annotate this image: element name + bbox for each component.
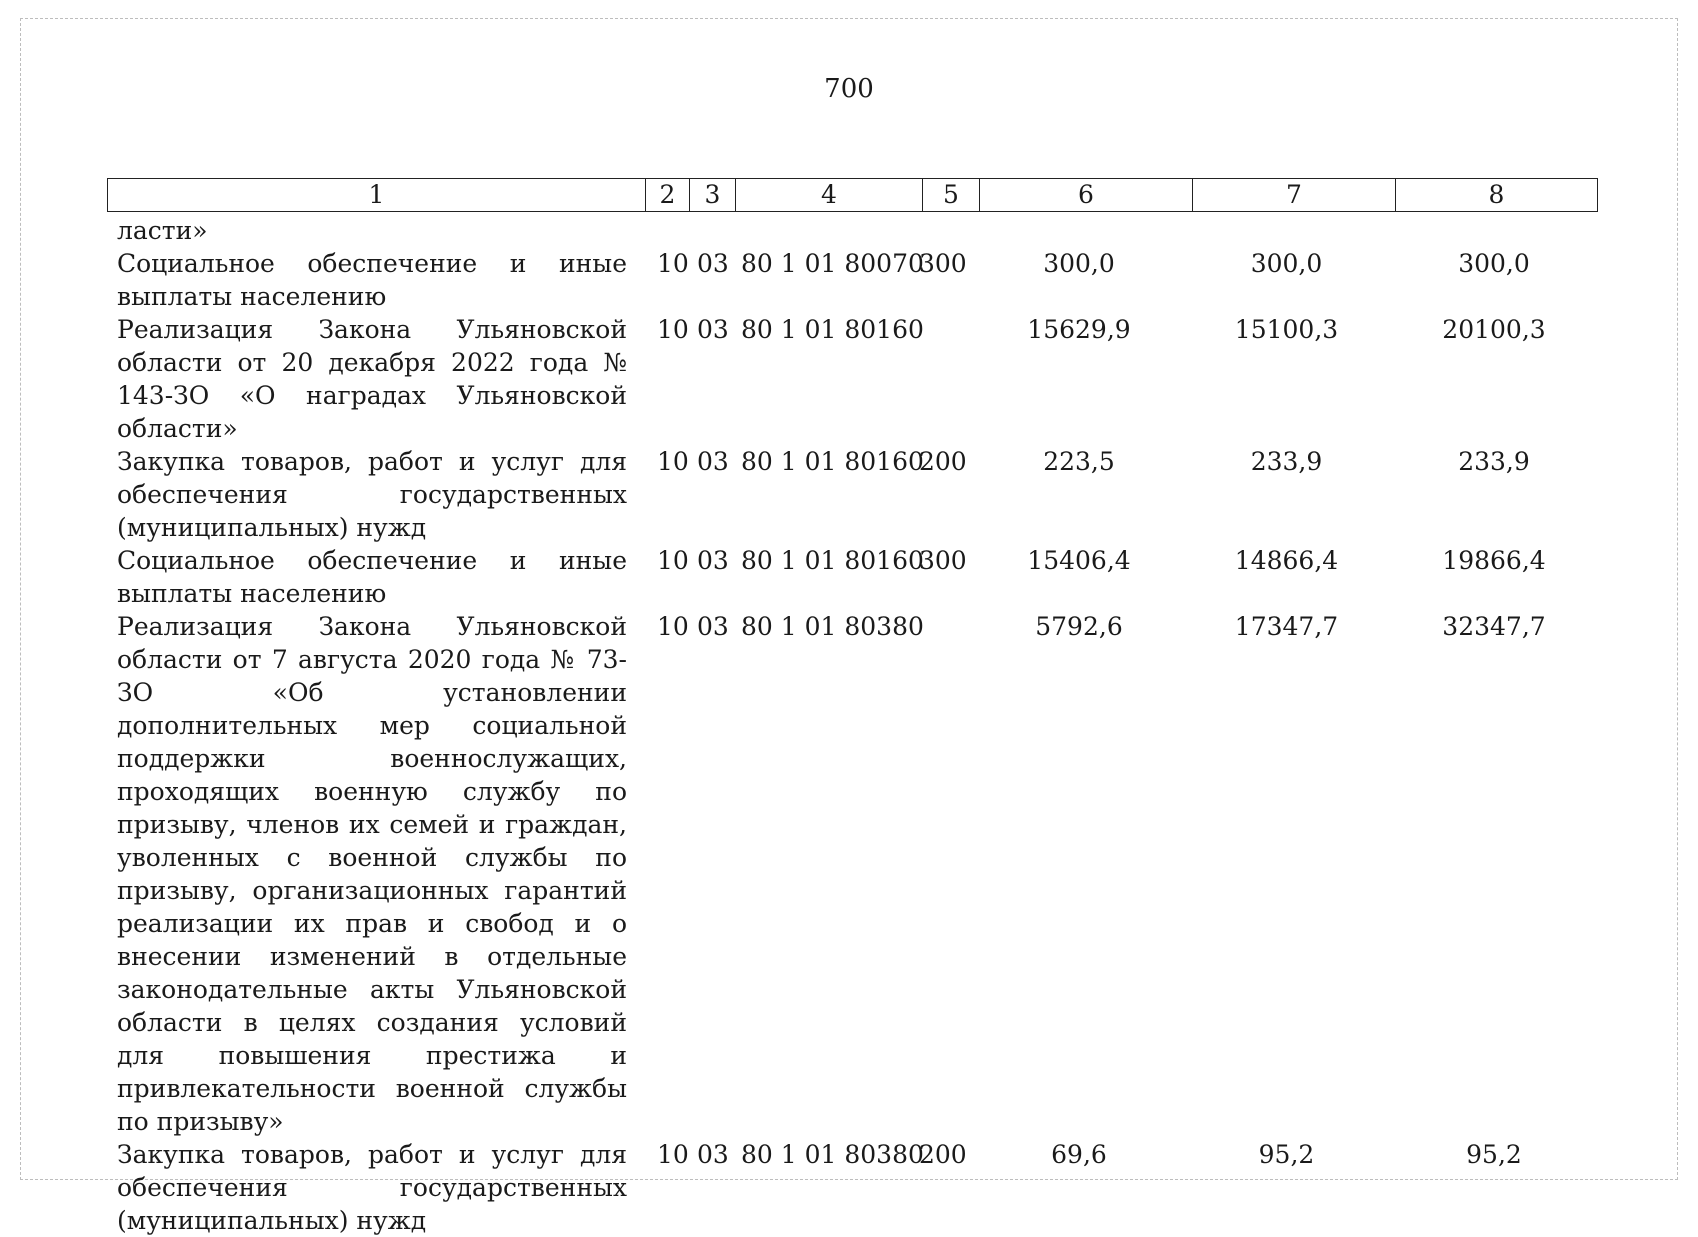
table-row	[117, 247, 1597, 313]
column-header: 5	[923, 179, 980, 212]
amount-col-6: 69,6	[1051, 1140, 1107, 1169]
subsection-code: 03	[697, 1140, 729, 1169]
target-article-code: 80 1 01 80160	[741, 315, 924, 344]
subsection-code: 03	[697, 315, 729, 344]
amount-col-7: 15100,3	[1234, 315, 1339, 344]
subsection-code: 03	[697, 447, 729, 476]
amount-col-8: 19866,4	[1442, 546, 1546, 575]
table-row	[117, 1138, 1597, 1237]
expense-type-code: 300	[919, 249, 967, 278]
amount-col-8: 95,2	[1466, 1140, 1522, 1169]
section-code: 10	[657, 315, 689, 344]
column-header: 6	[980, 179, 1193, 212]
budget-table-body	[117, 214, 1597, 1237]
table-row	[117, 214, 1597, 247]
row-description: Реализация Закона Ульяновской области от 20 декабря 2022 года № 143-ЗО «О наградах Ульяновской области»	[117, 315, 627, 443]
amount-col-6: 15406,4	[1027, 546, 1131, 575]
amount-col-8: 300,0	[1458, 249, 1530, 278]
target-article-code: 80 1 01 80160	[741, 546, 924, 575]
page-number: 700	[824, 74, 874, 104]
target-article-code: 80 1 01 80380	[741, 1140, 924, 1169]
column-header: 7	[1193, 179, 1396, 212]
subsection-code: 03	[697, 612, 729, 641]
target-article-code: 80 1 01 80380	[741, 612, 924, 641]
amount-col-6: 223,5	[1043, 447, 1115, 476]
amount-col-7: 17347,7	[1234, 612, 1339, 641]
amount-col-7: 300,0	[1250, 249, 1323, 278]
table-row	[117, 610, 1597, 1138]
subsection-code: 03	[697, 249, 729, 278]
row-description: Закупка товаров, работ и услуг для обеспечения государственных (муниципальных) нужд	[117, 1140, 627, 1235]
table-row	[117, 544, 1597, 610]
subsection-code: 03	[697, 546, 729, 575]
amount-col-6: 300,0	[1043, 249, 1115, 278]
column-header: 8	[1396, 179, 1598, 212]
amount-col-7: 233,9	[1250, 447, 1323, 476]
target-article-code: 80 1 01 80160	[741, 447, 924, 476]
section-code: 10	[657, 612, 689, 641]
section-code: 10	[657, 1140, 689, 1169]
table-row	[117, 445, 1597, 544]
table-row	[117, 313, 1597, 445]
section-code: 10	[657, 546, 689, 575]
row-description: Закупка товаров, работ и услуг для обеспечения государственных (муниципальных) нужд	[117, 447, 627, 542]
column-header-row	[108, 179, 1598, 212]
section-code: 10	[657, 249, 689, 278]
column-header: 4	[736, 179, 923, 212]
expense-type-code: 200	[919, 1140, 967, 1169]
row-description: ласти»	[117, 216, 208, 245]
column-header: 2	[646, 179, 690, 212]
row-description: Социальное обеспечение и иные выплаты населению	[117, 546, 627, 608]
amount-col-7: 95,2	[1258, 1140, 1315, 1169]
amount-col-8: 20100,3	[1442, 315, 1546, 344]
row-description: Социальное обеспечение и иные выплаты населению	[117, 249, 627, 311]
row-description: Реализация Закона Ульяновской области от 7 августа 2020 года № 73-ЗО «Об установлении дополнительных мер социальной поддержки военнослужащих, проходящих военную службу по призыву, членов их семей и граждан, уволенных с военной службы по призыву, организационных гарантий реализации их прав и свобод и о внесении изменений в отдельные законодательные акты Ульяновской области в целях создания условий для повышения престижа и привлекательности военной службы по призыву»	[117, 612, 627, 1136]
amount-col-6: 5792,6	[1035, 612, 1123, 641]
amount-col-6: 15629,9	[1027, 315, 1131, 344]
amount-col-7: 14866,4	[1234, 546, 1339, 575]
expense-type-code: 300	[919, 546, 967, 575]
column-header: 3	[690, 179, 736, 212]
amount-col-8: 32347,7	[1442, 612, 1546, 641]
amount-col-8: 233,9	[1458, 447, 1530, 476]
column-header: 1	[108, 179, 646, 212]
target-article-code: 80 1 01 80070	[741, 249, 924, 278]
expense-type-code: 200	[919, 447, 967, 476]
section-code: 10	[657, 447, 689, 476]
column-header-table	[107, 178, 1598, 212]
